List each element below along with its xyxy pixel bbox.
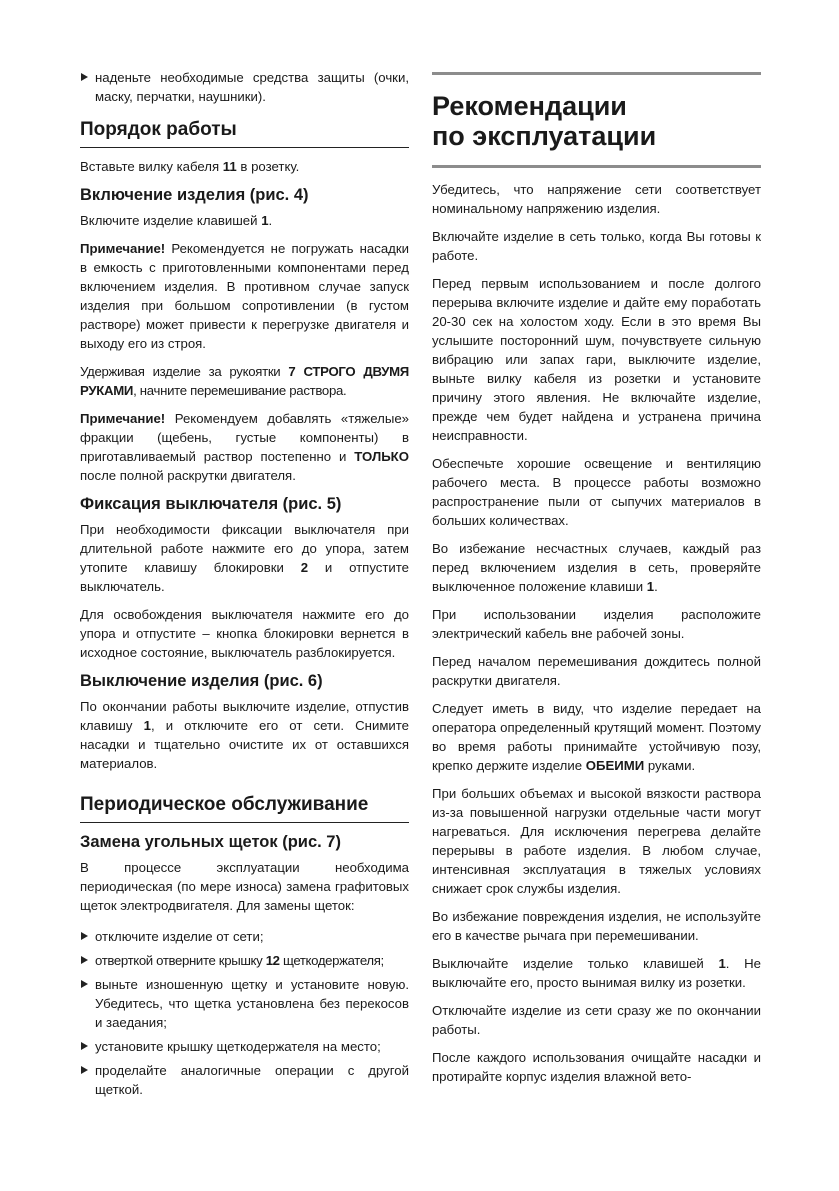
list-item <box>80 1061 409 1099</box>
subheading-switch-off: Выключение изделия (рис. 6) <box>80 672 323 690</box>
paragraph: Обеспечьте хорошие освещение и вентиляцию рабочего места. В процессе работы возможно распространение пыли от сыпучих материалов в больших количествах. <box>432 456 761 528</box>
paragraph: В процессе эксплуатации необходима периодическая (по мере износа) замена графитовых щеток электродвигателя. Для замены щеток: <box>80 860 409 913</box>
list-item-text: щеткодержателя; <box>279 953 384 968</box>
list-item-text: отверткой отверните крышку <box>95 953 266 968</box>
paragraph: Во избежание повреждения изделия, не используйте его в качестве рычага при перемешивании. <box>432 909 761 943</box>
paragraph: Отключайте изделие из сети сразу же по окончании работы. <box>432 1003 761 1037</box>
note-paragraph: Примечание! Рекомендуется не погружать насадки в емкость с приготовленными компонентами перед включением изделия. В противном случае запуск изделия при большом сопротивлении (в густом растворе) может привести к перегрузке двигателя и выходу его из строя. <box>80 241 409 351</box>
list-item-text: выньте изношенную щетку и установите новую. Убедитесь, что щетка установлена без перекосов и заедания; <box>95 977 409 1030</box>
list-item <box>80 927 409 946</box>
paragraph: Включите изделие клавишей 1. <box>80 213 273 228</box>
title-rule-bottom <box>432 165 761 168</box>
bullet-icon <box>81 932 88 940</box>
list-item-bold: 12 <box>265 953 280 968</box>
section-heading-service: Периодическое обслуживание <box>80 794 409 823</box>
page-title-line-2: по эксплуатации <box>432 121 657 151</box>
bullet-icon <box>81 980 88 988</box>
bullet-icon <box>81 956 88 964</box>
paragraph: При необходимости фиксации выключателя при длительной работе нажмите его до упора, затем утопите клавишу блокировки 2 и отпустите выключатель. <box>80 522 409 594</box>
paragraph: При больших объемах и высокой вязкости раствора из-за повышенной нагрузки отдельные части могут нагреваться. Для исключения перегрева делайте перерывы в работе изделия. В любом случае, интенсивная эксплуатация в тяжелых условиях снижает срок службы изделия. <box>432 786 761 896</box>
paragraph: Перед началом перемешивания дождитесь полной раскрутки двигателя. <box>432 654 761 688</box>
section-heading-order: Порядок работы <box>80 119 409 148</box>
subheading-switch-lock: Фиксация выключателя (рис. 5) <box>80 495 342 513</box>
bullet-icon <box>81 1042 88 1050</box>
left-column <box>80 68 409 1104</box>
paragraph: Перед первым использованием и после долгого перерыва включите изделие и дайте ему поработать 20-30 сек на холостом ходу. Если в это время Вы услышите посторонний шум, почувствуете сильную вибрацию или запах гари, выключите изделие, выньте вилку кабеля из розетки и установите причину этого явления. Не включайте изделие, прежде чем будет найдена и устранена причина неисправности. <box>432 276 761 443</box>
paragraph: Включайте изделие в сеть только, когда Вы готовы к работе. <box>432 229 761 263</box>
list-item-text: проделайте аналогичные операции с другой щеткой. <box>95 1063 409 1097</box>
list-item-text: установите крышку щеткодержателя на место; <box>95 1039 381 1054</box>
page-title-line-1: Рекомендации <box>432 91 627 121</box>
page-title <box>432 75 761 165</box>
list-item <box>80 951 409 970</box>
list-item <box>80 68 409 106</box>
paragraph: После каждого использования очищайте насадки и протирайте корпус изделия влажной вето- <box>432 1050 761 1084</box>
paragraph: При использовании изделия расположите электрический кабель вне рабочей зоны. <box>432 607 761 641</box>
subheading-switch-on: Включение изделия (рис. 4) <box>80 186 309 204</box>
bullet-icon <box>81 1066 88 1074</box>
paragraph: По окончании работы выключите изделие, отпустив клавишу 1, и отключите его от сети. Снимите насадки и тщательно очистите их от оставшихся материалов. <box>80 699 409 771</box>
bullet-icon <box>81 73 88 81</box>
subheading-brushes: Замена угольных щеток (рис. 7) <box>80 833 341 851</box>
paragraph: Во избежание несчастных случаев, каждый раз перед включением изделия в сеть, проверяйте выключенное положение клавиши 1. <box>432 541 761 594</box>
list-item <box>80 975 409 1032</box>
list-item-text: наденьте необходимые средства защиты (очки, маску, перчатки, наушники). <box>95 70 409 104</box>
paragraph: Для освобождения выключателя нажмите его до упора и отпустите – кнопка блокировки вернется в исходное состояние, выключатель разблокируется. <box>80 607 409 660</box>
paragraph: Выключайте изделие только клавишей 1. Не выключайте его, просто вынимая вилку из розетки. <box>432 956 761 990</box>
paragraph: Удерживая изделие за рукоятки 7 СТРОГО ДВУМЯ РУКАМИ, начните перемешивание раствора. <box>80 364 409 398</box>
paragraph: Следует иметь в виду, что изделие передает на оператора определенный крутящий момент. Поэтому во время работы принимайте устойчивую позу, крепко держите изделие ОБЕИМИ руками. <box>432 701 761 773</box>
paragraph: Убедитесь, что напряжение сети соответствует номинальному напряжению изделия. <box>432 182 761 216</box>
paragraph: Вставьте вилку кабеля 11 в розетку. <box>80 159 300 174</box>
list-item <box>80 1037 409 1056</box>
note-paragraph: Примечание! Рекомендуем добавлять «тяжелые» фракции (щебень, густые компоненты) в приготавливаемый раствор постепенно и ТОЛЬКО после полной раскрутки двигателя. <box>80 411 409 483</box>
list-item-text: отключите изделие от сети; <box>95 929 264 944</box>
right-column <box>432 72 761 1095</box>
